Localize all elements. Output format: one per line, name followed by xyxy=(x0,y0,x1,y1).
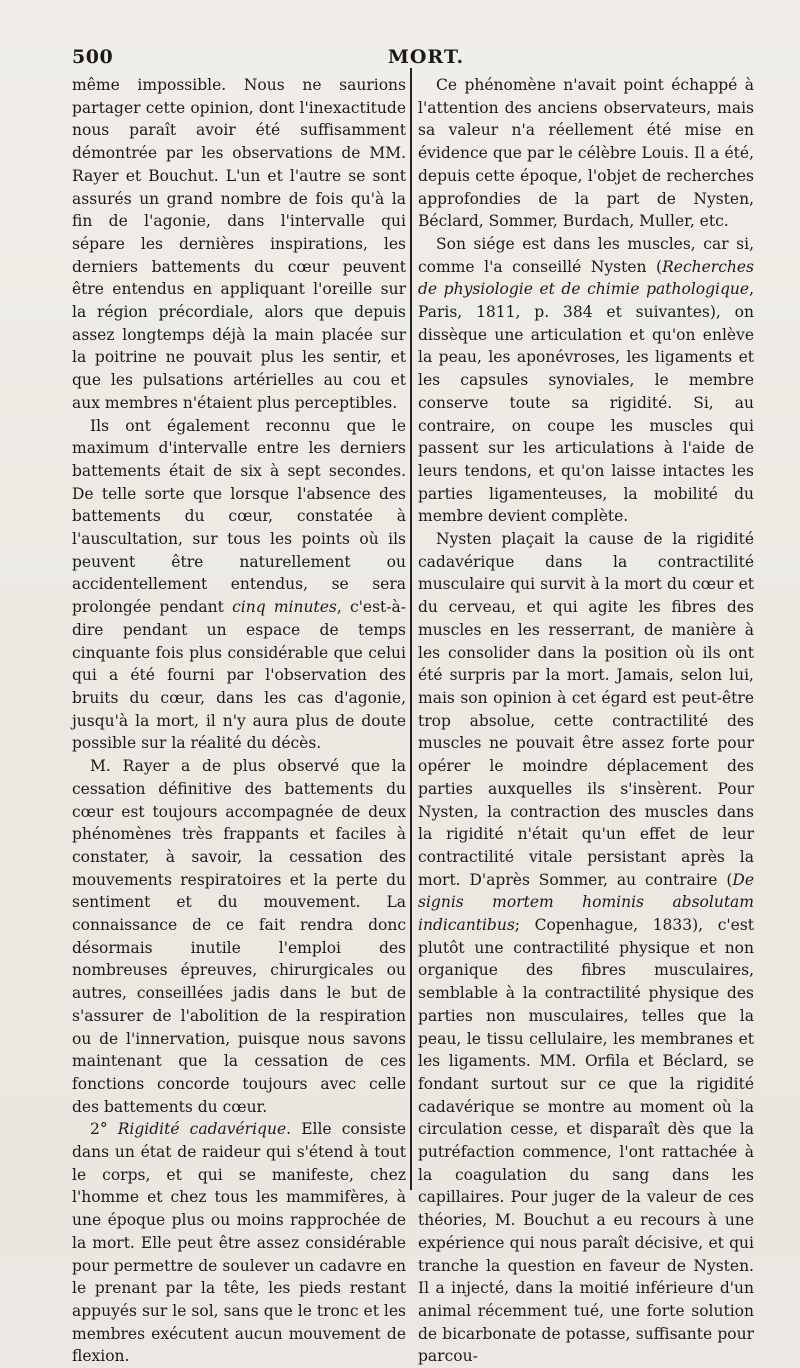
paragraph xyxy=(418,528,754,1368)
paragraph-text: ; Copenhague, 1833), c'est plutôt une contractilité physique et non organique des fibres musculaires, semblable à la contractilité physique des parties non musculaires, telles que la peau, le tissu cellulaire, les membranes et les ligaments. MM. Orfila et Béclard, se fondant surtout sur ce que la rigidité cadavérique se montre au moment où la circulation cesse, et disparaît dès que la putréfaction commence, l'ont rattachée à la coagulation du sang dans les capillaires. Pour juger de la valeur de ces théories, M. Bouchut a eu recours à une expérience qui nous paraît décisive, et qui tranche la question en faveur de Nysten. Il a injecté, dans la moitié inférieure d'un animal récemment tué, une forte solution de bicarbonate de potasse, suffisante pour parcou- xyxy=(418,916,754,1366)
paragraph-text: Ils ont également reconnu que le maximum d'intervalle entre les derniers battements était de six à sept secondes. De telle sorte que lorsque l'absence des battements du cœur, constatée à l'auscultation, sur tous les points où ils peuvent être naturellement ou accidentellement entendus, se sera prolongée pendant xyxy=(72,416,406,617)
paragraph xyxy=(72,1118,406,1368)
page-header xyxy=(72,46,780,70)
paragraph-text: même impossible. Nous ne saurions partager cette opinion, dont l'inexactitude nous paraît avoir été suffisamment démontrée par les observations de MM. Rayer et Bouchut. L'un et l'autre se sont assurés un grand nombre de fois qu'à la fin de l'agonie, dans l'intervalle qui sépare les dernières inspirations, les derniers battements du cœur peuvent être entendus en appliquant l'oreille sur la région précordiale, alors que depuis assez longtemps déjà la main placée sur la poitrine ne pouvait plus les sentir, et que les pulsations artérielles au cou et aux membres n'étaient plus perceptibles. xyxy=(72,76,406,412)
left-column xyxy=(72,74,406,1368)
emphasis: cinq minutes xyxy=(232,598,337,617)
paragraph-text: Elle consiste dans un état de raideur qui s'étend à tout le corps, et qui se manifeste, chez l'homme et chez tous les mammifères, à une époque plus ou moins rapprochée de la mort. Elle peut être assez considérable pour permettre de soulever un cadavre en le prenant par la tête, les pieds restant appuyés sur le sol, sans que le tronc et les membres exécutent aucun mouvement de flexion. xyxy=(72,1120,406,1366)
paragraph xyxy=(72,755,406,1118)
paragraph xyxy=(72,415,406,756)
paragraph-text: Nysten plaçait la cause de la rigidité cadavérique dans la contractilité musculaire qui survit à la mort du cœur et du cerveau, et qui agite les fibres des muscles en les resserrant, de manière à les consolider dans la position où ils ont été surpris par la mort. Jamais, selon lui, mais son opinion à cet égard est peut-être trop absolue, cette contractilité des muscles ne pouvait être assez forte pour opérer le moindre déplacement des parties auxquelles ils s'insèrent. Pour Nysten, la contraction des muscles dans la rigidité n'était qu'un effet de leur contractilité vitale persistant après la mort. D'après Sommer, au contraire ( xyxy=(418,530,754,889)
column-divider xyxy=(410,68,412,1190)
section-heading: Rigidité cadavérique. xyxy=(117,1120,292,1139)
paragraph-text: M. Rayer a de plus observé que la cessation définitive des battements du cœur est toujours accompagnée de deux phénomènes très frappants et faciles à constater, à savoir, la cessation des mouvements respiratoires et la perte du sentiment et du mouvement. La connaissance de ce fait rendra donc désormais inutile l'emploi des nombreuses épreuves, chirurgicales ou autres, conseillées jadis dans le but de s'assurer de l'abolition de la respiration ou de l'innervation, puisque nous savons maintenant que la cessation de ces fonctions concorde toujours avec celle des battements du cœur. xyxy=(72,757,406,1116)
running-title: MORT. xyxy=(387,46,465,68)
page-number: 500 xyxy=(72,46,114,68)
paragraph-text: Ce phénomène n'avait point échappé à l'attention des anciens observateurs, mais sa valeur n'a réellement été mise en évidence que par le célèbre Louis. Il a été, depuis cette époque, l'objet de recherches approfondies de la part de Nysten, Béclard, Sommer, Burdach, Muller, etc. xyxy=(418,76,754,231)
paragraph xyxy=(72,74,406,415)
paragraph-text: Son siége est dans les muscles, car si, comme l'a conseillé Nysten ( xyxy=(418,234,754,276)
paragraph-text: , Paris, 1811, p. 384 et suivantes), on dissèque une articulation et qu'on enlève la peau, les aponévroses, les ligaments et les capsules synoviales, le membre conserve toute sa rigidité. Si, au contraire, on coupe les muscles qui passent sur les articulations à l'aide de leurs tendons, et qu'on laisse intactes les parties ligamenteuses, la mobilité du membre devient complète. xyxy=(418,280,754,526)
citation-title: De signis mortem hominis absolutam indicantibus xyxy=(418,870,754,935)
section-number: 2° xyxy=(90,1120,118,1139)
right-column xyxy=(418,74,754,1368)
citation-title: Recherches de physiologie et de chimie pathologique xyxy=(418,257,754,299)
paragraph-text: , c'est-à-dire pendant un espace de temps cinquante fois plus considérable que celui qui a été fourni par l'observation des bruits du cœur, dans les cas d'agonie, jusqu'à la mort, il n'y aura plus de doute possible sur la réalité du décès. xyxy=(72,598,407,753)
paragraph xyxy=(418,74,754,233)
paragraph xyxy=(418,233,754,528)
